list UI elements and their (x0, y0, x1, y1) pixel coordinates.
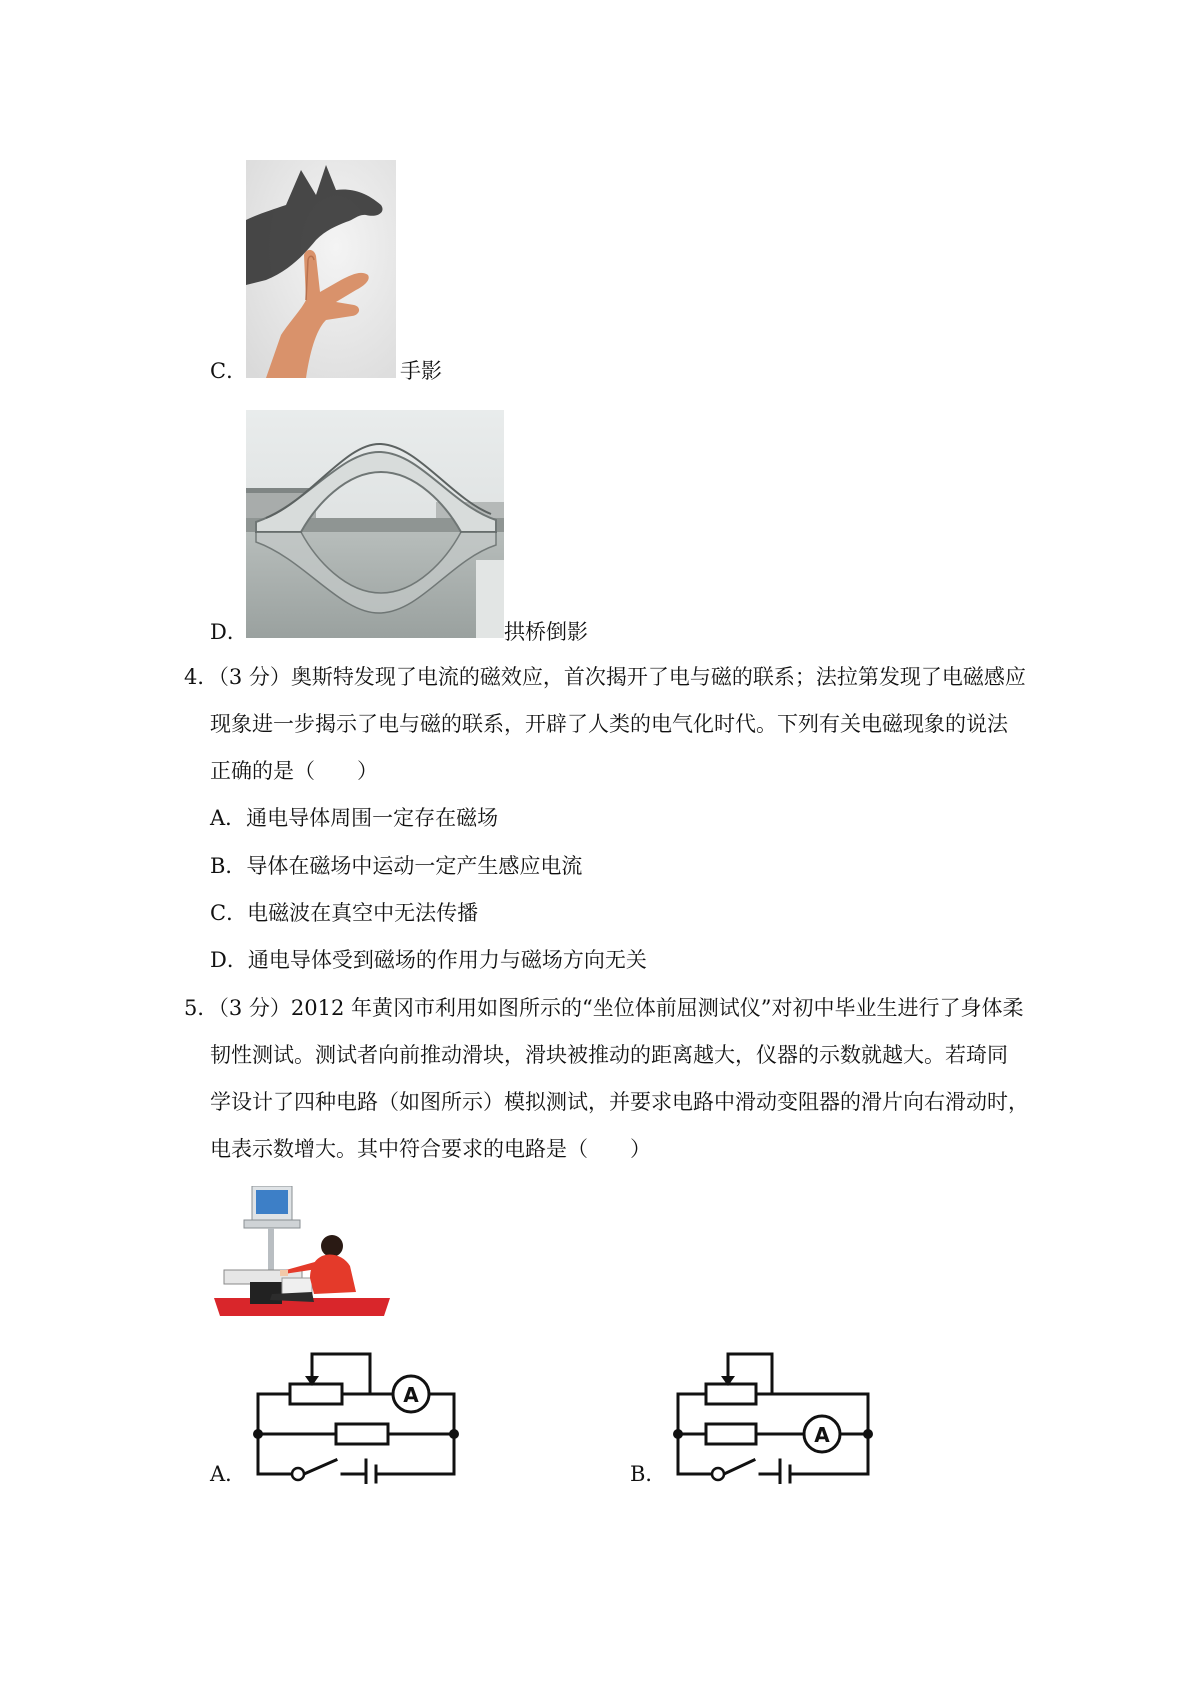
hand-shadow-photo (246, 160, 396, 378)
q4-stem-line-1: 4．（3 分）奥斯特发现了电流的磁效应，首次揭开了电与磁的联系；法拉第发现了电磁感应 (184, 665, 1026, 689)
q4-option-a: A．通电导体周围一定存在磁场 (210, 806, 499, 830)
q5-stem-line-2: 韧性测试。测试者向前推动滑块，滑块被推动的距离越大，仪器的示数就越大。若琦同 (210, 1043, 1008, 1067)
q5-stem-line-3: 学设计了四种电路（如图所示）模拟测试，并要求电路中滑动变阻器的滑片向右滑动时， (210, 1090, 1029, 1114)
circuit-b-letter: B． (630, 1462, 667, 1486)
q4-stem-line-2: 现象进一步揭示了电与磁的联系，开辟了人类的电气化时代。下列有关电磁现象的说法 (210, 712, 1008, 736)
option-d-caption: 拱桥倒影 (504, 620, 588, 644)
ammeter-b-label: A (814, 1423, 830, 1447)
circuit-a-letter: A． (210, 1462, 247, 1486)
q4-option-b: B．导体在磁场中运动一定产生感应电流 (210, 854, 583, 878)
circuit-diagram-b (672, 1348, 882, 1484)
option-c-caption: 手影 (400, 359, 442, 383)
q4-option-c: C．电磁波在真空中无法传播 (210, 901, 479, 925)
option-d-letter: D． (210, 620, 248, 644)
sit-and-reach-tester-photo (214, 1186, 390, 1316)
circuit-diagram-a (252, 1348, 462, 1484)
ammeter-a-label: A (403, 1383, 419, 1407)
q5-stem-line-1: 5．（3 分）2012 年黄冈市利用如图所示的“坐位体前屈测试仪”对初中毕业生进行了身体柔 (184, 996, 1024, 1020)
q5-stem-line-4: 电表示数增大。其中符合要求的电路是（ ） (210, 1137, 651, 1161)
arch-bridge-photo (246, 410, 504, 638)
q4-stem-line-3: 正确的是（ ） (210, 759, 378, 783)
q4-option-d: D．通电导体受到磁场的作用力与磁场方向无关 (210, 948, 647, 972)
option-c-letter: C． (210, 359, 248, 383)
